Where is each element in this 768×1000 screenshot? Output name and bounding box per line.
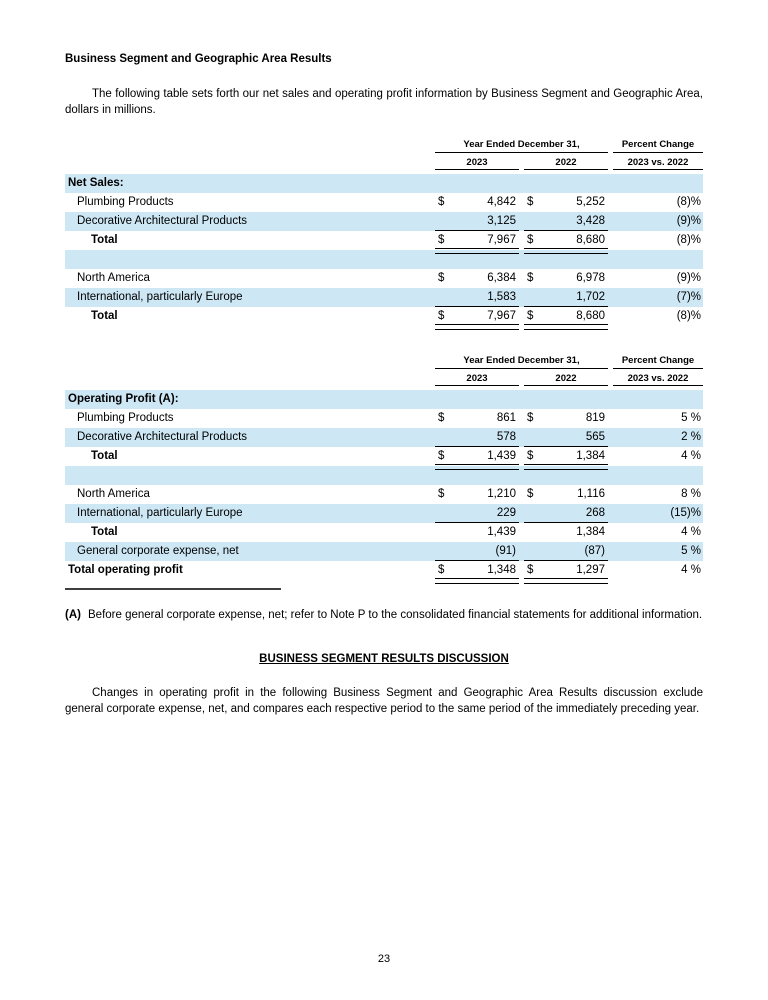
row-label: Operating Profit (A): bbox=[68, 393, 179, 405]
currency-symbol: $ bbox=[527, 412, 534, 424]
percent-change-value bbox=[613, 390, 703, 409]
table-row bbox=[65, 428, 703, 447]
table-row bbox=[65, 409, 703, 428]
value-2023: 1,439 bbox=[487, 450, 516, 462]
percent-change-value: (15)% bbox=[670, 507, 701, 519]
percent-change-header: Percent Change bbox=[613, 354, 703, 369]
percent-change-value: 5 % bbox=[681, 412, 701, 424]
col-2022-header: 2022 bbox=[524, 371, 608, 386]
value-2023: 7,967 bbox=[487, 234, 516, 246]
row-label: Total bbox=[91, 234, 118, 246]
value-2023: 1,210 bbox=[487, 488, 516, 500]
page-number: 23 bbox=[377, 953, 391, 965]
percent-change-value: (8)% bbox=[676, 234, 701, 246]
value-2023: (91) bbox=[495, 545, 516, 557]
value-group-2022 bbox=[524, 193, 608, 212]
currency-symbol bbox=[524, 288, 527, 307]
row-label: International, particularly Europe bbox=[77, 291, 243, 303]
value-group-2022 bbox=[524, 288, 608, 307]
percent-change-value: 4 % bbox=[681, 450, 701, 462]
currency-symbol: $ bbox=[438, 564, 445, 576]
value-2023: 7,967 bbox=[487, 310, 516, 322]
footnote bbox=[65, 607, 703, 623]
currency-symbol: $ bbox=[527, 234, 534, 246]
currency-symbol: $ bbox=[438, 310, 445, 322]
table-subheader-row bbox=[65, 369, 703, 386]
currency-symbol bbox=[435, 428, 438, 447]
value-group-2023 bbox=[435, 409, 519, 428]
year-ended-header: Year Ended December 31, bbox=[435, 354, 608, 369]
percent-change-value: 4 % bbox=[681, 526, 701, 538]
value-2022: 1,702 bbox=[576, 291, 605, 303]
intro-paragraph: The following table sets forth our net sales and operating profit information by Business Segment and Geographic Area, dollars in millions. bbox=[65, 88, 703, 116]
table-row bbox=[65, 523, 703, 542]
value-2022: 268 bbox=[585, 507, 605, 519]
value-2023: 861 bbox=[496, 412, 516, 424]
currency-symbol bbox=[435, 390, 438, 409]
value-group-2022 bbox=[524, 269, 608, 288]
value-group-2023 bbox=[435, 428, 519, 447]
table-subheader-row bbox=[65, 153, 703, 170]
currency-symbol bbox=[435, 523, 438, 542]
value-group-2023 bbox=[435, 542, 519, 561]
percent-change-value: (9)% bbox=[676, 272, 701, 284]
value-2023: 4,842 bbox=[487, 196, 516, 208]
row-label: Total bbox=[91, 450, 118, 462]
percent-sub-header: 2023 vs. 2022 bbox=[613, 155, 703, 170]
currency-symbol: $ bbox=[527, 450, 534, 462]
value-group-2022 bbox=[524, 428, 608, 447]
percent-change-value bbox=[613, 174, 703, 193]
table-row bbox=[65, 269, 703, 288]
value-group-2022 bbox=[524, 542, 608, 561]
value-2022: 8,680 bbox=[576, 310, 605, 322]
value-2023: 229 bbox=[496, 507, 516, 519]
table-row bbox=[65, 193, 703, 212]
currency-symbol: $ bbox=[438, 196, 445, 208]
table-row bbox=[65, 212, 703, 231]
table-header-row bbox=[65, 354, 703, 369]
header-spacer bbox=[65, 354, 435, 369]
value-group-2023 bbox=[435, 561, 519, 580]
header-spacer bbox=[65, 138, 435, 153]
operating-profit-table-body bbox=[65, 390, 703, 580]
value-2022: 1,297 bbox=[576, 564, 605, 576]
currency-symbol bbox=[524, 523, 527, 542]
currency-symbol: $ bbox=[527, 196, 534, 208]
value-group-2022 bbox=[524, 523, 608, 542]
closing-paragraph: Changes in operating profit in the following Business Segment and Geographic Area Results discussion exclude general corporate expense, net, and compares each respective period to the same period of the immediately preceding year. bbox=[65, 687, 703, 715]
row-label: Plumbing Products bbox=[77, 196, 174, 208]
row-label: General corporate expense, net bbox=[77, 545, 239, 557]
value-2023: 1,439 bbox=[487, 526, 516, 538]
value-2022 bbox=[605, 390, 608, 409]
value-2023: 3,125 bbox=[487, 215, 516, 227]
value-group-2023 bbox=[435, 288, 519, 307]
col-2022-header: 2022 bbox=[524, 155, 608, 170]
value-group-2022 bbox=[524, 390, 608, 409]
percent-change-value: (7)% bbox=[676, 291, 701, 303]
value-2022: 8,680 bbox=[576, 234, 605, 246]
value-group-2022 bbox=[524, 447, 608, 466]
value-2022: 6,978 bbox=[576, 272, 605, 284]
value-group-2022 bbox=[524, 409, 608, 428]
currency-symbol bbox=[524, 428, 527, 447]
table-header-row bbox=[65, 138, 703, 153]
value-group-2022 bbox=[524, 231, 608, 250]
year-ended-header: Year Ended December 31, bbox=[435, 138, 608, 153]
table-row bbox=[65, 231, 703, 250]
value-group-2023 bbox=[435, 307, 519, 326]
table-row bbox=[65, 542, 703, 561]
value-group-2023 bbox=[435, 504, 519, 523]
row-label: Decorative Architectural Products bbox=[77, 215, 248, 227]
value-2022: 565 bbox=[585, 431, 605, 443]
currency-symbol: $ bbox=[527, 272, 534, 284]
value-2023: 6,384 bbox=[487, 272, 516, 284]
row-label: Total bbox=[91, 310, 118, 322]
row-label: North America bbox=[77, 272, 150, 284]
row-label: International, particularly Europe bbox=[77, 507, 243, 519]
percent-change-value: 2 % bbox=[681, 431, 701, 443]
col-2023-header: 2023 bbox=[435, 155, 519, 170]
net-sales-table bbox=[65, 138, 703, 326]
currency-symbol: $ bbox=[438, 450, 445, 462]
value-group-2023 bbox=[435, 523, 519, 542]
value-group-2022 bbox=[524, 212, 608, 231]
currency-symbol bbox=[524, 542, 527, 561]
row-label: Plumbing Products bbox=[77, 412, 174, 424]
value-2022 bbox=[605, 174, 608, 193]
footnote-divider bbox=[65, 588, 281, 590]
percent-change-header: Percent Change bbox=[613, 138, 703, 153]
footnote-text: Before general corporate expense, net; refer to Note P to the consolidated financial statements for additional information. bbox=[88, 609, 703, 621]
table-row bbox=[65, 174, 703, 193]
row-label: Total bbox=[91, 526, 118, 538]
percent-sub-header: 2023 vs. 2022 bbox=[613, 371, 703, 386]
row-label: Total operating profit bbox=[68, 564, 183, 576]
value-2023: 1,348 bbox=[487, 564, 516, 576]
currency-symbol: $ bbox=[438, 488, 445, 500]
value-2023: 578 bbox=[496, 431, 516, 443]
table-row bbox=[65, 307, 703, 326]
value-group-2022 bbox=[524, 307, 608, 326]
value-group-2023 bbox=[435, 390, 519, 409]
value-group-2023 bbox=[435, 174, 519, 193]
value-group-2022 bbox=[524, 174, 608, 193]
currency-symbol: $ bbox=[438, 412, 445, 424]
currency-symbol bbox=[524, 390, 527, 409]
row-label: Net Sales: bbox=[68, 177, 124, 189]
value-2023: 1,583 bbox=[487, 291, 516, 303]
value-group-2023 bbox=[435, 231, 519, 250]
percent-change-value: 5 % bbox=[681, 545, 701, 557]
table-row bbox=[65, 447, 703, 466]
table-row bbox=[65, 390, 703, 409]
value-group-2023 bbox=[435, 447, 519, 466]
currency-symbol bbox=[435, 542, 438, 561]
percent-change-value: (9)% bbox=[676, 215, 701, 227]
table-row bbox=[65, 504, 703, 523]
currency-symbol: $ bbox=[527, 488, 534, 500]
value-2022: 5,252 bbox=[576, 196, 605, 208]
header-spacer bbox=[65, 155, 435, 170]
value-2022: 1,116 bbox=[577, 488, 605, 500]
value-2022: (87) bbox=[584, 545, 605, 557]
value-group-2023 bbox=[435, 485, 519, 504]
currency-symbol: $ bbox=[527, 310, 534, 322]
currency-symbol: $ bbox=[527, 564, 534, 576]
currency-symbol: $ bbox=[438, 272, 445, 284]
value-group-2023 bbox=[435, 269, 519, 288]
value-group-2022 bbox=[524, 561, 608, 580]
table-row bbox=[65, 288, 703, 307]
percent-change-value: (8)% bbox=[676, 196, 701, 208]
value-2023 bbox=[516, 390, 519, 409]
currency-symbol bbox=[435, 504, 438, 523]
value-group-2022 bbox=[524, 485, 608, 504]
percent-change-value: (8)% bbox=[676, 310, 701, 322]
percent-change-value: 8 % bbox=[681, 488, 701, 500]
section-heading: BUSINESS SEGMENT RESULTS DISCUSSION bbox=[259, 653, 509, 665]
currency-symbol bbox=[435, 174, 438, 193]
value-2022: 3,428 bbox=[576, 215, 605, 227]
currency-symbol bbox=[524, 504, 527, 523]
value-group-2023 bbox=[435, 193, 519, 212]
currency-symbol bbox=[524, 174, 527, 193]
footnote-marker: (A) bbox=[65, 609, 81, 621]
document-heading: Business Segment and Geographic Area Results bbox=[65, 53, 332, 65]
operating-profit-table bbox=[65, 354, 703, 580]
header-spacer bbox=[65, 371, 435, 386]
currency-symbol bbox=[435, 212, 438, 231]
value-group-2022 bbox=[524, 504, 608, 523]
currency-symbol bbox=[524, 212, 527, 231]
table-row bbox=[65, 561, 703, 580]
col-2023-header: 2023 bbox=[435, 371, 519, 386]
value-2022: 1,384 bbox=[576, 450, 605, 462]
percent-change-value: 4 % bbox=[681, 564, 701, 576]
currency-symbol bbox=[435, 288, 438, 307]
row-label: Decorative Architectural Products bbox=[77, 431, 248, 443]
table-row bbox=[65, 485, 703, 504]
value-group-2023 bbox=[435, 212, 519, 231]
value-2022: 819 bbox=[585, 412, 605, 424]
row-label: North America bbox=[77, 488, 150, 500]
currency-symbol: $ bbox=[438, 234, 445, 246]
net-sales-table-body bbox=[65, 174, 703, 326]
value-2023 bbox=[516, 174, 519, 193]
value-2022: 1,384 bbox=[576, 526, 605, 538]
